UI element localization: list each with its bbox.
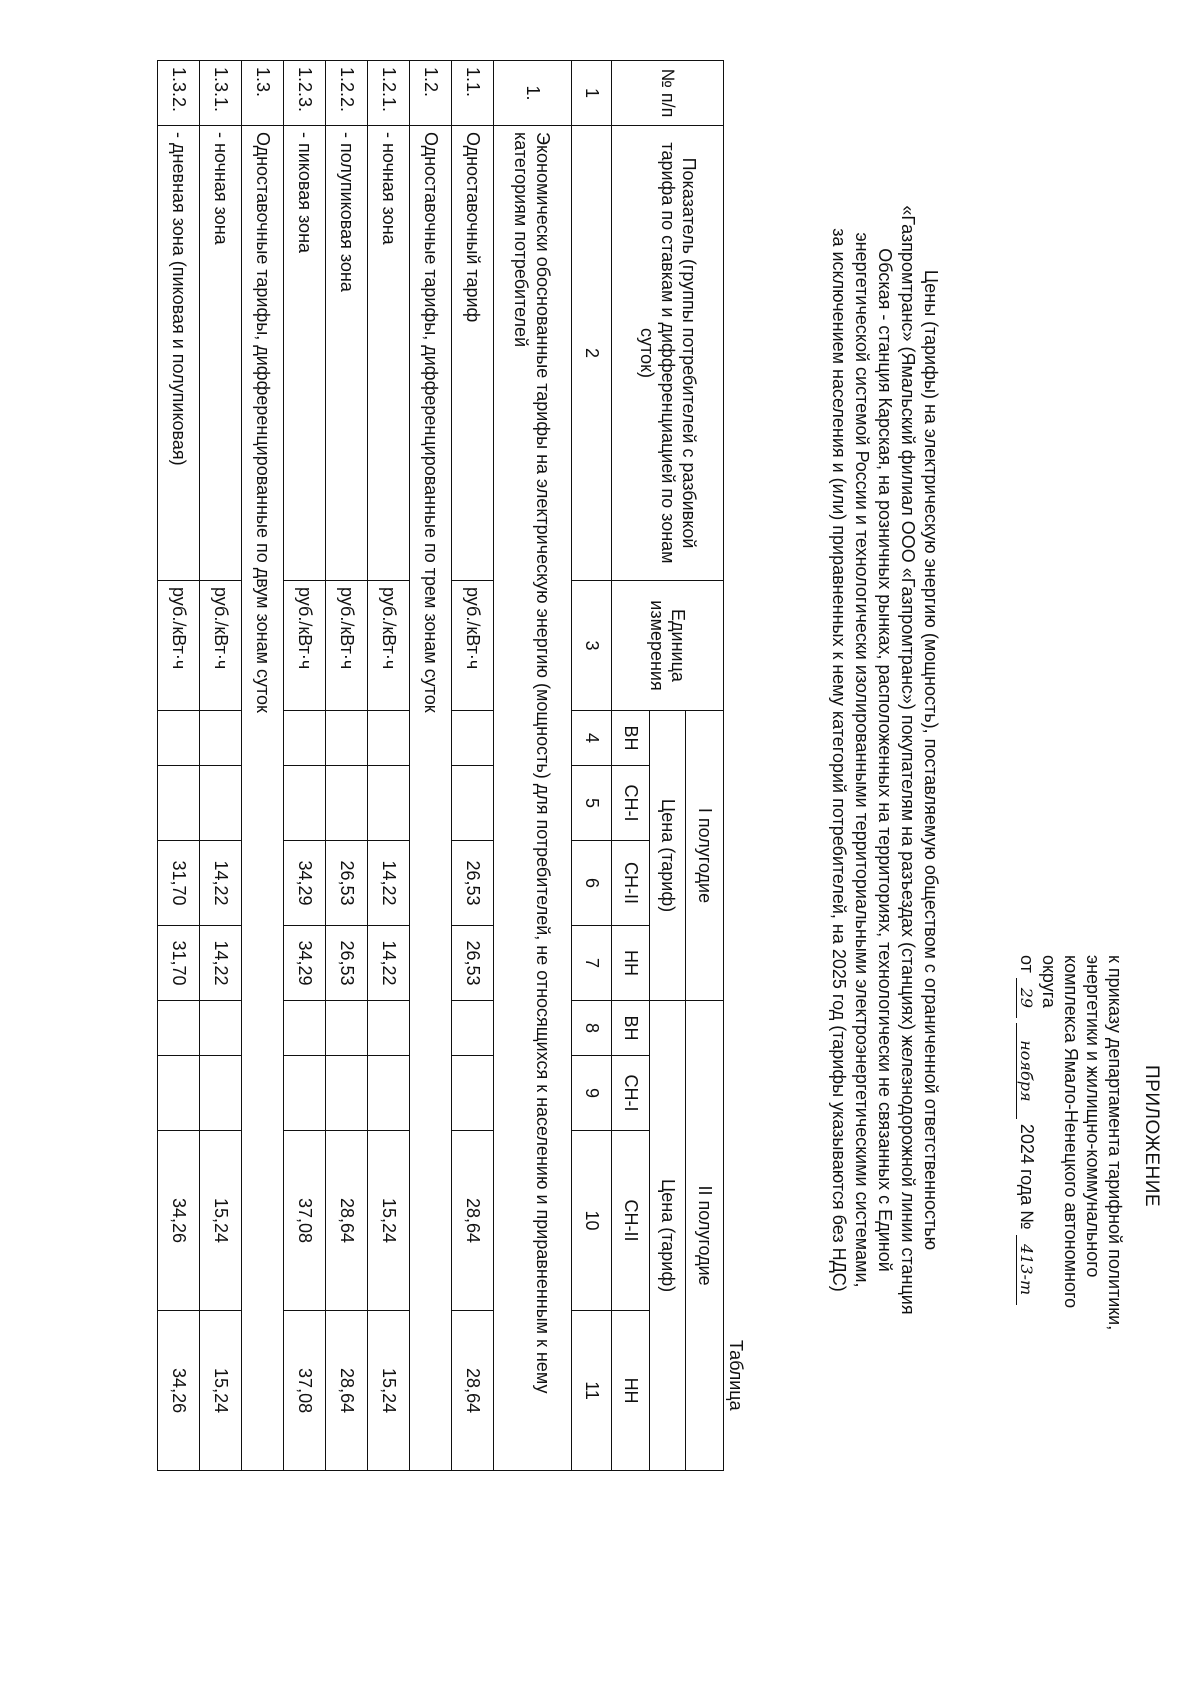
tariff-value-cell: 31,70 xyxy=(158,841,200,926)
row-name: Одноставочный тариф xyxy=(452,126,494,581)
header-indicator: Показатель (группы потребителей с разбивкой тарифа по ставкам и дифференциацией по зонам суток) xyxy=(612,126,724,581)
row-num: 1.3.2. xyxy=(158,61,200,126)
header-price-half1: Цена (тариф) xyxy=(650,711,686,1001)
tariff-value-cell xyxy=(326,766,368,841)
tariff-value-cell xyxy=(200,1056,242,1131)
tariff-value-cell xyxy=(200,711,242,766)
tariff-value-cell: 14,22 xyxy=(368,926,410,1001)
header-unit: Единица измерения xyxy=(612,581,724,711)
tariff-value-cell: 15,24 xyxy=(368,1131,410,1311)
row-unit: руб./кВт·ч xyxy=(284,581,326,711)
table-row xyxy=(326,61,368,1471)
column-number: 9 xyxy=(572,1056,612,1131)
header-level-sn2: СН-II xyxy=(612,1131,650,1311)
tariff-value-cell xyxy=(368,1056,410,1131)
header-half2: II полугодие xyxy=(686,1001,724,1471)
tariff-value-cell: 28,64 xyxy=(326,1311,368,1471)
row-name: - пиковая зона xyxy=(284,126,326,581)
handwritten-day: 29 xyxy=(1016,978,1035,1018)
heading-line: за исключением населения и (или) приравненных к нему категорий потребителей, на 2025 год (тарифы указываются без НДС) xyxy=(829,228,849,1292)
row-name: - ночная зона xyxy=(368,126,410,581)
tariff-value-cell: 28,64 xyxy=(452,1131,494,1311)
header-level-nn: НН xyxy=(612,1311,650,1471)
row-name: - дневная зона (пиковая и полупиковая) xyxy=(158,126,200,581)
row-name: - ночная зона xyxy=(200,126,242,581)
column-number: 4 xyxy=(572,711,612,766)
appendix-line: комплекса Ямало-Ненецкого автономного xyxy=(1061,955,1081,1309)
section-row xyxy=(494,61,572,1471)
column-number-row xyxy=(572,61,612,1471)
tariff-value-cell: 14,22 xyxy=(200,926,242,1001)
row-num: 1. xyxy=(494,61,572,126)
row-name: - полупиковая зона xyxy=(326,126,368,581)
tariff-value-cell: 37,08 xyxy=(284,1131,326,1311)
tariff-value-cell: 28,64 xyxy=(452,1311,494,1471)
tariff-value-cell xyxy=(452,1056,494,1131)
tariff-value-cell: 34,26 xyxy=(158,1311,200,1471)
tariff-value-cell: 37,08 xyxy=(284,1311,326,1471)
table-row xyxy=(284,61,326,1471)
tariff-value-cell: 15,24 xyxy=(200,1311,242,1471)
tariff-value-cell: 26,53 xyxy=(326,926,368,1001)
tariff-value-cell xyxy=(368,711,410,766)
tariff-value-cell xyxy=(452,711,494,766)
group-row xyxy=(410,61,452,1471)
row-num: 1.2. xyxy=(410,61,452,126)
tariff-table xyxy=(157,60,724,1471)
row-num: 1.2.2. xyxy=(326,61,368,126)
row-unit: руб./кВт·ч xyxy=(452,581,494,711)
header-level-sn2: СН-II xyxy=(612,841,650,926)
tariff-value-cell: 15,24 xyxy=(200,1131,242,1311)
column-number: 8 xyxy=(572,1001,612,1056)
handwritten-month: ноября xyxy=(1016,1023,1035,1119)
appendix-line: к приказу департамента тарифной политики, xyxy=(1105,955,1125,1331)
section-title: Экономически обоснованные тарифы на электрическую энергию (мощность) для потребителей, не относящихся к населению и приравненным к нему категориям потребителей xyxy=(494,126,572,1471)
group-row xyxy=(242,61,284,1471)
header-level-vn: ВН xyxy=(612,1001,650,1056)
table-row xyxy=(452,61,494,1471)
row-unit: руб./кВт·ч xyxy=(200,581,242,711)
appendix-line: округа xyxy=(1039,955,1059,1008)
column-number: 1 xyxy=(572,61,612,126)
tariff-value-cell xyxy=(200,766,242,841)
appendix-line: энергетики и жилищно-коммунального xyxy=(1083,955,1103,1278)
row-unit: руб./кВт·ч xyxy=(368,581,410,711)
column-number: 11 xyxy=(572,1311,612,1471)
column-number: 10 xyxy=(572,1131,612,1311)
header-level-sn1: СН-I xyxy=(612,766,650,841)
column-number: 5 xyxy=(572,766,612,841)
tariff-value-cell xyxy=(284,1056,326,1131)
handwritten-order-number: 413-т xyxy=(1016,1235,1035,1305)
tariff-value-cell xyxy=(452,1001,494,1056)
appendix-block xyxy=(1016,955,1162,1395)
tariff-value-cell xyxy=(452,766,494,841)
group-title: Одноставочные тарифы, дифференцированные по трем зонам суток xyxy=(410,126,452,1471)
row-num: 1.3. xyxy=(242,61,284,126)
tariff-value-cell: 14,22 xyxy=(368,841,410,926)
tariff-value-cell xyxy=(158,1056,200,1131)
date-prefix: от xyxy=(1017,955,1037,973)
tariff-value-cell xyxy=(284,711,326,766)
tariff-value-cell xyxy=(158,711,200,766)
tariff-value-cell xyxy=(284,766,326,841)
header-price-half2: Цена (тариф) xyxy=(650,1001,686,1471)
tariff-value-cell: 26,53 xyxy=(452,841,494,926)
tariff-value-cell: 28,64 xyxy=(326,1131,368,1311)
heading-line: энергетической системой России и технологически изолированными территориальными электроэнергетическими системами, xyxy=(852,232,872,1288)
header-level-vn: ВН xyxy=(612,711,650,766)
tariff-value-cell: 34,29 xyxy=(284,926,326,1001)
row-unit: руб./кВт·ч xyxy=(158,581,200,711)
tariff-value-cell: 34,29 xyxy=(284,841,326,926)
tariff-value-cell: 14,22 xyxy=(200,841,242,926)
tariff-value-cell: 15,24 xyxy=(368,1311,410,1471)
table-row xyxy=(158,61,200,1471)
heading-line: Цены (тарифы) на электрическую энергию (мощность), поставляемую обществом с ограниченной ответственностью xyxy=(921,269,941,1251)
group-title: Одноставочные тарифы, дифференцированные по двум зонам суток xyxy=(242,126,284,1471)
tariff-value-cell: 31,70 xyxy=(158,926,200,1001)
table-label: Таблица xyxy=(726,1340,746,1411)
tariff-value-cell: 26,53 xyxy=(452,926,494,1001)
table-row xyxy=(368,61,410,1471)
column-number: 7 xyxy=(572,926,612,1001)
tariff-value-cell xyxy=(284,1001,326,1056)
tariff-value-cell xyxy=(200,1001,242,1056)
row-num: 1.2.3. xyxy=(284,61,326,126)
tariff-value-cell: 26,53 xyxy=(326,841,368,926)
row-num: 1.3.1. xyxy=(200,61,242,126)
tariff-value-cell xyxy=(326,711,368,766)
row-unit: руб./кВт·ч xyxy=(326,581,368,711)
header-half1: I полугодие xyxy=(686,711,724,1001)
column-number: 3 xyxy=(572,581,612,711)
header-level-nn: НН xyxy=(612,926,650,1001)
order-date-line xyxy=(1016,955,1038,1395)
tariff-value-cell xyxy=(158,766,200,841)
year-text: 2024 года № xyxy=(1017,1123,1037,1230)
tariff-value-cell xyxy=(326,1056,368,1131)
tariff-value-cell xyxy=(326,1001,368,1056)
document-heading xyxy=(827,110,942,1410)
tariff-value-cell xyxy=(368,1001,410,1056)
table-row xyxy=(200,61,242,1471)
column-number: 2 xyxy=(572,126,612,581)
tariff-value-cell: 34,26 xyxy=(158,1131,200,1311)
row-num: 1.1. xyxy=(452,61,494,126)
heading-line: Обская - станция Карская, на розничных рынках, расположенных на территориях, технологически не связанных с Единой xyxy=(875,248,895,1272)
appendix-title: ПРИЛОЖЕНИЕ xyxy=(1141,1065,1162,1208)
tariff-value-cell xyxy=(158,1001,200,1056)
tariff-value-cell xyxy=(368,766,410,841)
column-number: 6 xyxy=(572,841,612,926)
heading-line: «Газпромтранс» (Ямальский филиал ООО «Газпромтранс») покупателям на разъездах (станциях) железнодорожной линии станция xyxy=(898,205,918,1315)
row-num: 1.2.1. xyxy=(368,61,410,126)
header-level-sn1: СН-I xyxy=(612,1056,650,1131)
header-num: № п/п xyxy=(612,61,724,126)
